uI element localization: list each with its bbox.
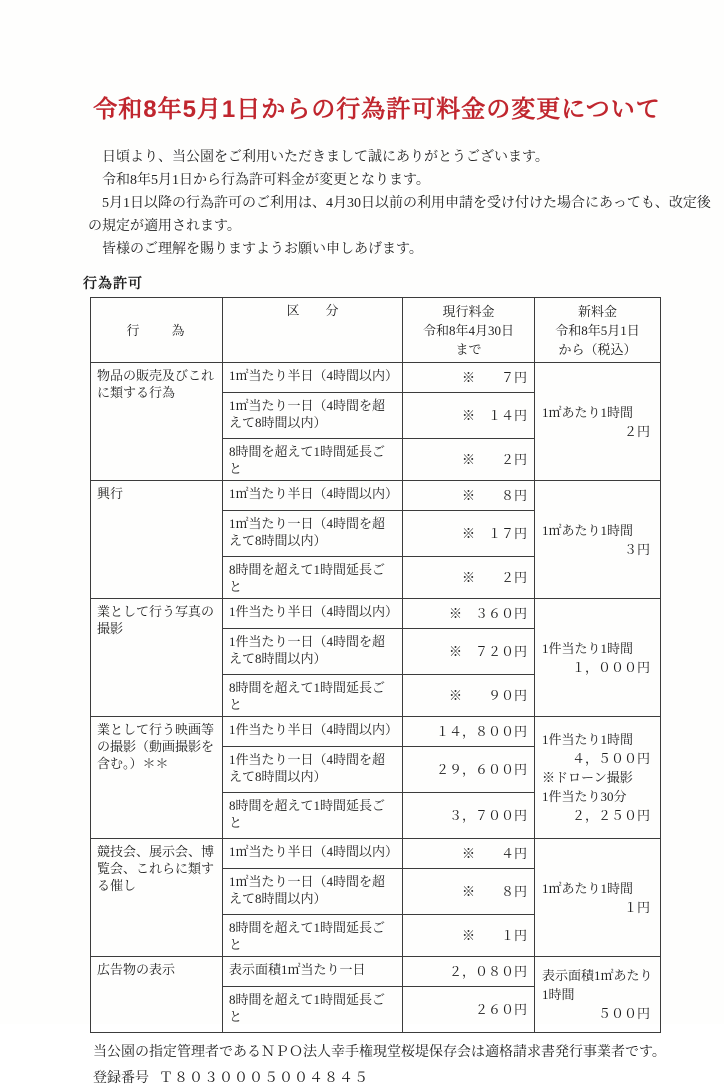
intro-line-3: 5月1日以降の行為許可のご利用は、4月30日以前の利用申請を受け付けた場合にあっても、改定後: [102, 196, 711, 211]
category-cell: 1㎡当たり半日（4時間以内）: [223, 481, 403, 511]
new-fee-line: 1時間: [542, 987, 575, 1002]
header-current-fee-line: まで: [455, 342, 482, 357]
new-fee-line: 1㎡あたり1時間: [542, 404, 634, 420]
header-new-fee-line: 新料金: [577, 304, 617, 319]
table-row: [91, 599, 661, 629]
category-cell: 8時間を超えて1時間延長ごと: [223, 793, 403, 839]
category-cell: 1件当たり半日（4時間以内）: [223, 599, 403, 629]
new-fee-line: １円: [623, 899, 650, 915]
current-fee-cell: ２９，６００円: [403, 747, 535, 793]
new-fee-line: ※ドローン撮影: [542, 770, 633, 785]
current-fee-cell: ※ ７２０円: [403, 629, 535, 675]
intro-line-4: の規定が適用されます。: [88, 219, 241, 234]
current-fee-cell: ※ ２円: [403, 439, 535, 481]
new-fee-line: ５００円: [597, 1006, 650, 1021]
new-fee-line: １，０００円: [571, 659, 650, 675]
category-cell: 1件当たり一日（4時間を超えて8時間以内）: [223, 747, 403, 793]
category-cell: 表示面積1㎡当たり一日: [223, 957, 403, 987]
current-fee-cell: ※ ２円: [403, 557, 535, 599]
category-cell: 8時間を超えて1時間延長ごと: [223, 557, 403, 599]
current-fee-cell: ※ １円: [403, 915, 535, 957]
new-fee-line: 1件当たり1時間: [542, 732, 634, 747]
category-cell: 1件当たり一日（4時間を超えて8時間以内）: [223, 629, 403, 675]
table-header-row: [91, 298, 661, 363]
new-fee-line: ２，２５０円: [571, 808, 650, 823]
new-fee-cell: [535, 839, 661, 957]
category-cell: 8時間を超えて1時間延長ごと: [223, 439, 403, 481]
table-row: [91, 363, 661, 393]
category-cell: 1㎡当たり一日（4時間を超えて8時間以内）: [223, 869, 403, 915]
new-fee-line: 表示面積1㎡あたり: [542, 968, 653, 983]
activity-cell-exhibitions: 競技会、展示会、博覧会、これらに類する催し: [91, 839, 223, 957]
current-fee-cell: ※ ９０円: [403, 675, 535, 717]
current-fee-cell: ※ ８円: [403, 481, 535, 511]
table-row: [91, 839, 661, 869]
new-fee-line: 1㎡あたり1時間: [542, 880, 634, 896]
category-cell: 8時間を超えて1時間延長ごと: [223, 915, 403, 957]
activity-cell-goods-sales: 物品の販売及びこれに類する行為: [91, 363, 223, 481]
activity-cell-filming: 業として行う映画等の撮影（動画撮影を含む。）＊＊: [91, 717, 223, 839]
category-cell: 1㎡当たり一日（4時間を超えて8時間以内）: [223, 393, 403, 439]
invoice-issuer-note: 当公園の指定管理者であるＮＰＯ法人幸手権現堂桜堤保存会は適格請求書発行事業者です。: [93, 1045, 666, 1060]
new-fee-line: ２円: [623, 423, 650, 439]
new-fee-line: ４，５００円: [571, 751, 650, 766]
intro-line-1: 日頃より、当公園をご利用いただきまして誠にありがとうございます。: [102, 150, 549, 165]
header-category: 区 分: [223, 298, 403, 363]
activity-cell-entertainment: 興行: [91, 481, 223, 599]
category-cell: 8時間を超えて1時間延長ごと: [223, 987, 403, 1033]
category-cell: 1㎡当たり半日（4時間以内）: [223, 839, 403, 869]
category-cell: 1㎡当たり一日（4時間を超えて8時間以内）: [223, 511, 403, 557]
registration-number-value: Ｔ８０３０００５００４８４５: [159, 1071, 369, 1086]
category-cell: 8時間を超えて1時間延長ごと: [223, 675, 403, 717]
intro-paragraphs: [88, 146, 711, 261]
new-fee-line: 1件当たり1時間: [542, 640, 634, 656]
new-fee-cell: [535, 717, 661, 839]
fee-table: [90, 297, 661, 1033]
activity-cell-advertisement: 広告物の表示: [91, 957, 223, 1033]
new-fee-cell: [535, 363, 661, 481]
category-cell: 1㎡当たり半日（4時間以内）: [223, 363, 403, 393]
table-row: [91, 957, 661, 987]
category-cell: 1件当たり半日（4時間以内）: [223, 717, 403, 747]
new-fee-cell: [535, 481, 661, 599]
current-fee-cell: ※ １７円: [403, 511, 535, 557]
table-caption: 行為許可: [83, 277, 143, 292]
table-row: [91, 717, 661, 747]
header-current-fee-line: 現行料金: [442, 304, 495, 319]
intro-line-2: 令和8年5月1日から行為許可料金が変更となります。: [102, 173, 430, 188]
current-fee-cell: ３，７００円: [403, 793, 535, 839]
new-fee-cell: [535, 957, 661, 1033]
new-fee-line: ３円: [623, 541, 650, 557]
registration-number-label: 登録番号: [93, 1071, 149, 1086]
current-fee-cell: ２，０８０円: [403, 957, 535, 987]
registration-number-line: [93, 1066, 666, 1092]
table-row: [91, 481, 661, 511]
new-fee-cell: [535, 599, 661, 717]
current-fee-cell: ※ １４円: [403, 393, 535, 439]
new-fee-line: 1㎡あたり1時間: [542, 522, 634, 538]
page-title: 令和8年5月1日からの行為許可料金の変更について: [93, 96, 661, 123]
header-new-fee: [535, 298, 661, 363]
current-fee-cell: ※ ８円: [403, 869, 535, 915]
current-fee-cell: ※ ３６０円: [403, 599, 535, 629]
current-fee-cell: １４，８００円: [403, 717, 535, 747]
header-new-fee-line: 令和8年5月1日: [555, 323, 640, 338]
current-fee-cell: ※ ４円: [403, 839, 535, 869]
new-fee-line: 1件当たり30分: [542, 789, 627, 804]
intro-line-5: 皆様のご理解を賜りますようお願い申しあげます。: [102, 242, 423, 257]
header-current-fee-line: 令和8年4月30日: [422, 323, 514, 338]
footer-notes: [93, 1040, 666, 1092]
header-current-fee: [403, 298, 535, 363]
header-activity: 行 為: [91, 298, 223, 363]
header-new-fee-line: から（税込）: [558, 342, 637, 357]
current-fee-cell: ※ ７円: [403, 363, 535, 393]
current-fee-cell: ２６０円: [403, 987, 535, 1033]
activity-cell-photography: 業として行う写真の撮影: [91, 599, 223, 717]
